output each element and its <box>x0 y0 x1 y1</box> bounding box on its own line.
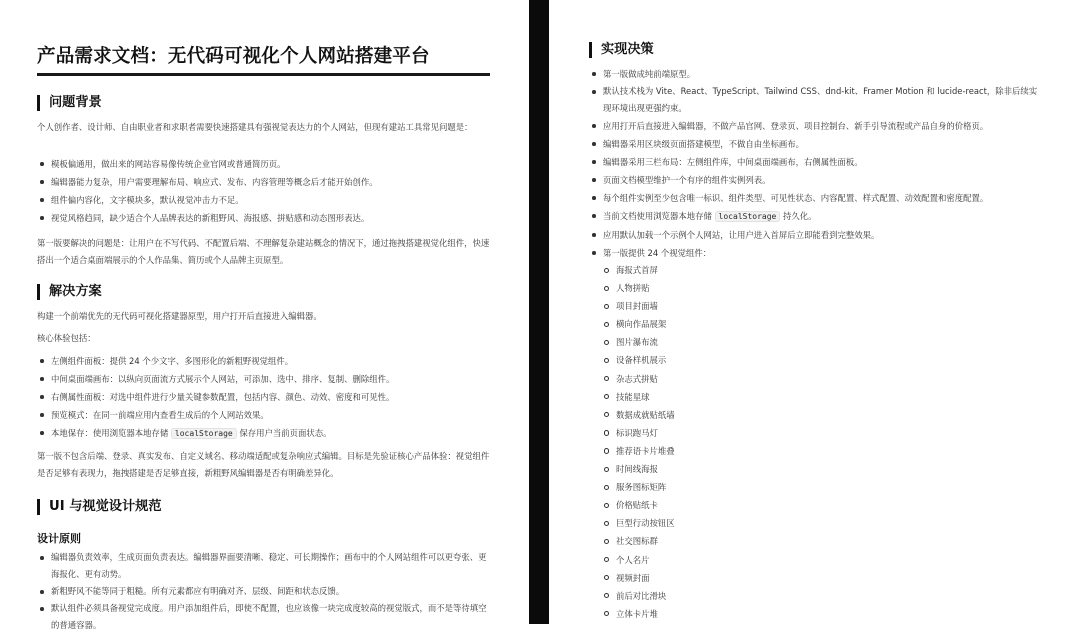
list-item: 每个组件实例至少包含唯一标识、组件类型、可见性状态、内容配置、样式配置、动效配置和密度配置。 <box>589 189 1044 207</box>
list-item: 中间桌面端画布：以纵向页面流方式展示个人网站，可添加、选中、排序、复制、删除组件。 <box>37 370 492 388</box>
list-item-text: 本地保存：使用浏览器本地存储 <box>51 428 171 438</box>
list-item: 视觉风格趋同，缺少适合个人品牌表达的新粗野风、海报感、拼贴感和动态图形表达。 <box>37 209 492 227</box>
sublist-item: 图片瀑布流 <box>602 333 902 351</box>
list-item-text: 保存用户当前页面状态。 <box>236 428 332 438</box>
sublist-item: 技能星球 <box>602 388 902 406</box>
sublist-item: 数据成就贴纸墙 <box>602 406 902 424</box>
document-page-left <box>0 0 529 630</box>
sublist-item: 项目封面墙 <box>602 297 902 315</box>
solution-list <box>37 352 492 443</box>
list-item: 应用打开后直接进入编辑器，不做产品官网、登录页、项目控制台、新手引导流程或产品自身的价格页。 <box>589 117 1044 135</box>
list-item: 编辑器负责效率，生成页面负责表达。编辑器界面要清晰、稳定、可长期操作；画布中的个人网站组件可以更夸张、更海报化、更有动势。 <box>37 549 492 583</box>
list-item: 编辑器采用三栏布局：左侧组件库，中间桌面端画布，右侧属性面板。 <box>589 153 1044 171</box>
list-item-text: 持久化。 <box>780 211 817 221</box>
page-divider <box>529 0 549 624</box>
list-item: 编辑器采用区块级页面搭建模型，不做自由坐标画布。 <box>589 135 1044 153</box>
sublist-item: 社交图标群 <box>602 532 902 550</box>
sublist-item: 个人名片 <box>602 551 902 569</box>
inline-code: localStorage <box>715 211 781 222</box>
list-item: 左侧组件面板：提供 24 个少文字、多图形化的新粗野视觉组件。 <box>37 352 492 370</box>
list-item: 预览模式：在同一前端应用内查看生成后的个人网站效果。 <box>37 406 492 424</box>
title-underline <box>37 73 490 76</box>
solution-intro: 构建一个前端优先的无代码可视化搭建器原型，用户打开后直接进入编辑器。 <box>37 311 322 321</box>
sublist-item: 巨型行动按钮区 <box>602 514 902 532</box>
sublist-item: 杂志式拼贴 <box>602 370 902 388</box>
list-item-text: 当前文档使用浏览器本地存储 <box>603 211 715 221</box>
heading-background: 问题背景 <box>37 95 102 111</box>
components-sublist <box>602 261 902 623</box>
list-item: 右侧属性面板：对选中组件进行少量关键参数配置，包括内容、颜色、动效、密度和可见性。 <box>37 388 492 406</box>
list-item: 应用默认加载一个示例个人网站，让用户进入首屏后立即能看到完整效果。 <box>589 226 1044 244</box>
heading-design: UI 与视觉设计规范 <box>37 499 162 515</box>
sublist-item: 标识跑马灯 <box>602 424 902 442</box>
sublist-item: 横向作品展架 <box>602 315 902 333</box>
heading-design-principles: 设计原则 <box>37 532 81 545</box>
sublist-item: 推荐语卡片堆叠 <box>602 442 902 460</box>
sublist-item: 价格贴纸卡 <box>602 496 902 514</box>
list-item: 组件偏内容化，文字模块多，默认视觉冲击力不足。 <box>37 191 492 209</box>
list-item: 默认技术栈为 Vite、React、TypeScript、Tailwind CSS、dnd-kit、Framer Motion 和 lucide-react，除非后续实现环境出现更强约束。 <box>589 83 1044 117</box>
solution-scope: 第一版不包含后端、登录、真实发布、自定义域名、移动端适配或复杂响应式编辑。目标是先验证核心产品体验：视觉组件是否足够有表现力，拖拽搭建是否足够直接，新粗野风编辑器是否有明确差异化。 <box>37 451 490 478</box>
heading-implementation: 实现决策 <box>589 42 654 58</box>
list-item: 默认组件必须具备视觉完成度。用户添加组件后，即使不配置，也应该像一块完成度较高的视觉版式，而不是等待填空的普通容器。 <box>37 600 492 634</box>
background-list <box>37 155 492 227</box>
list-item: 新粗野风不能等同于粗糙。所有元素都应有明确对齐、层级、间距和状态反馈。 <box>37 583 492 600</box>
heading-solution: 解决方案 <box>37 284 102 300</box>
list-item: 模板偏通用，做出来的网站容易像传统企业官网或普通简历页。 <box>37 155 492 173</box>
core-experience-label: 核心体验包括： <box>37 333 96 343</box>
sublist-item: 前后对比滑块 <box>602 587 902 605</box>
list-item: 第一版做成纯前端原型。 <box>589 65 1044 83</box>
background-problem: 第一版要解决的问题是：让用户在不写代码、不配置后端、不理解复杂建站概念的情况下，通过拖拽搭建视觉化组件，快速搭出一个适合桌面端展示的个人作品集、简历或个人品牌主页原型。 <box>37 238 490 265</box>
sublist-item: 时间线海报 <box>602 460 902 478</box>
sublist-item: 海报式首屏 <box>602 261 902 279</box>
document-page-right <box>549 0 1080 624</box>
document-title: 产品需求文档：无代码可视化个人网站搭建平台 <box>37 46 430 67</box>
list-item <box>37 424 492 443</box>
sublist-item: 视频封面 <box>602 569 902 587</box>
background-intro: 个人创作者、设计师、自由职业者和求职者需要快速搭建具有强视觉表达力的个人网站，但现有建站工具常见问题是： <box>37 122 473 132</box>
list-item: 第一版提供 24 个视觉组件： <box>589 244 1044 262</box>
inline-code: localStorage <box>171 428 237 439</box>
list-item: 页面文档模型维护一个有序的组件实例列表。 <box>589 171 1044 189</box>
sublist-item: 服务图标矩阵 <box>602 478 902 496</box>
sublist-item: 设备样机展示 <box>602 351 902 369</box>
sublist-item: 立体卡片堆 <box>602 605 902 623</box>
sublist-item: 人物拼贴 <box>602 279 902 297</box>
list-item: 编辑器能力复杂，用户需要理解布局、响应式、发布、内容管理等概念后才能开始创作。 <box>37 173 492 191</box>
implementation-list <box>589 65 1044 262</box>
list-item <box>589 207 1044 226</box>
design-principles-list <box>37 549 492 634</box>
